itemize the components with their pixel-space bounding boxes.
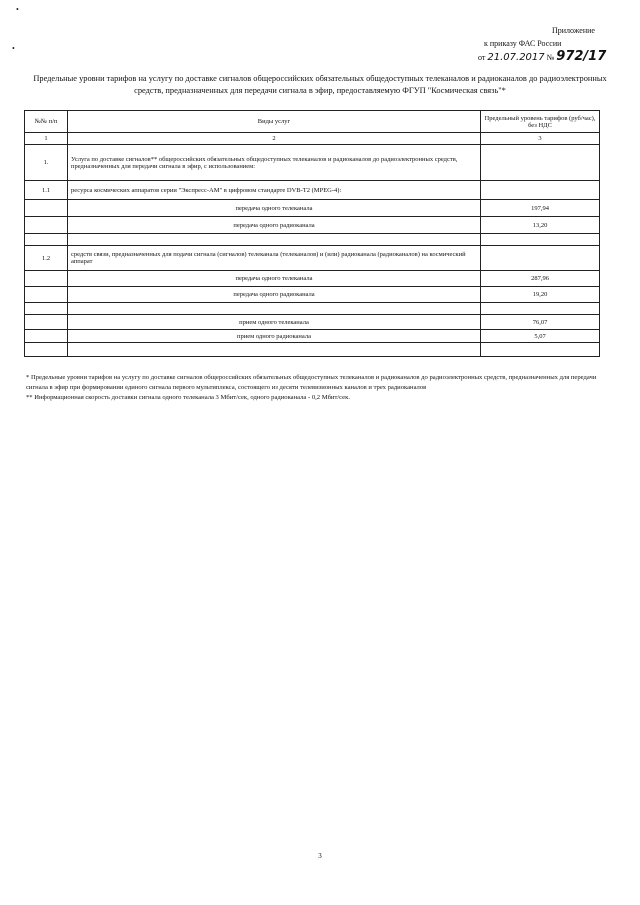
row-number <box>25 315 68 330</box>
column-number: 3 <box>481 133 600 145</box>
row-service <box>68 234 481 246</box>
table-row <box>25 246 600 271</box>
table-row <box>25 234 600 246</box>
row-number: 1. <box>25 145 68 181</box>
header-service: Виды услуг <box>68 111 481 133</box>
row-value: 5,07 <box>481 330 600 343</box>
table-row <box>25 343 600 357</box>
tariffs-table <box>24 110 600 357</box>
row-value <box>481 303 600 315</box>
row-number <box>25 303 68 315</box>
row-value <box>481 145 600 181</box>
row-number <box>25 271 68 287</box>
appendix-order-ref: к приказу ФАС России <box>484 39 562 48</box>
appendix-block <box>478 24 618 64</box>
table-row <box>25 145 600 181</box>
row-service: прием одного телеканала <box>68 315 481 330</box>
column-number: 1 <box>25 133 68 145</box>
table-row <box>25 330 600 343</box>
order-date: 21.07.2017 <box>487 52 545 63</box>
row-service: ресурса космических аппаратов серии "Экспресс-АМ" в цифровом стандарте DVB-T2 (MPEG-4): <box>68 181 481 200</box>
row-service: прием одного радиоканала <box>68 330 481 343</box>
footnote-1: * Предельные уровни тарифов на услугу по доставке сигналов общероссийских обязательных общедоступных телеканалов и радиоканалов до радиоэлектронных средств, предназначенных для передачи сигнала в эфир при формировании единого сигнала первого мультиплекса, состоящего из десяти телевизионных каналов и трех радиоканалов <box>26 374 597 391</box>
table-row <box>25 287 600 303</box>
number-prefix: № <box>546 53 555 62</box>
footnotes <box>26 373 610 403</box>
table-row <box>25 271 600 287</box>
row-service: Услуга по доставке сигналов** общероссийских обязательных общедоступных телеканалов и радиоканалов до радиоэлектронных средств, предназначенных для передачи сигнала в эфир, с использованием: <box>68 145 481 181</box>
document-title: Предельные уровни тарифов на услугу по доставке сигналов общероссийских обязательных общедоступных телеканалов и радиоканалов до радиоэлектронных средств, предназначенных для передачи сигнала в эфир, предоставляемую ФГУП "Космическая связь"* <box>33 74 607 95</box>
row-value <box>481 246 600 271</box>
row-value <box>481 234 600 246</box>
header-tariff: Предельный уровень тарифов (руб/час), без НДС <box>481 111 600 133</box>
row-service: передача одного радиоканала <box>68 217 481 234</box>
row-number <box>25 217 68 234</box>
row-service <box>68 343 481 357</box>
row-service: передача одного радиоканала <box>68 287 481 303</box>
row-service: передача одного телеканала <box>68 200 481 217</box>
row-value: 13,20 <box>481 217 600 234</box>
header-number: №№ п/п <box>25 111 68 133</box>
row-value: 287,96 <box>481 271 600 287</box>
footnote-2: ** Информационная скорость доставки сигнала одного телеканала 3 Мбит/сек, одного радиоканала - 0,2 Мбит/сек. <box>26 394 350 401</box>
table-row <box>25 200 600 217</box>
row-number <box>25 330 68 343</box>
row-service: передача одного телеканала <box>68 271 481 287</box>
row-service: средств связи, предназначенных для подачи сигнала (сигналов) телеканала (телеканалов) и (или) радиоканала (радиоканалов) на космический аппарат <box>68 246 481 271</box>
column-number: 2 <box>68 133 481 145</box>
row-value: 76,07 <box>481 315 600 330</box>
row-number <box>25 343 68 357</box>
appendix-date-line <box>478 50 618 64</box>
scan-mark: • <box>16 5 19 14</box>
row-value <box>481 181 600 200</box>
row-value: 19,20 <box>481 287 600 303</box>
scan-mark: • <box>12 44 15 53</box>
appendix-label: Приложение <box>552 26 595 35</box>
table-row <box>25 217 600 234</box>
row-value <box>481 343 600 357</box>
order-number: 972/17 <box>556 49 607 64</box>
row-value: 197,94 <box>481 200 600 217</box>
date-prefix: от <box>478 53 486 62</box>
table-row <box>25 303 600 315</box>
row-number: 1.2 <box>25 246 68 271</box>
table-row <box>25 181 600 200</box>
page-number: 3 <box>318 852 322 860</box>
row-number <box>25 234 68 246</box>
row-number <box>25 200 68 217</box>
row-number <box>25 287 68 303</box>
row-number: 1.1 <box>25 181 68 200</box>
row-service <box>68 303 481 315</box>
table-row <box>25 315 600 330</box>
